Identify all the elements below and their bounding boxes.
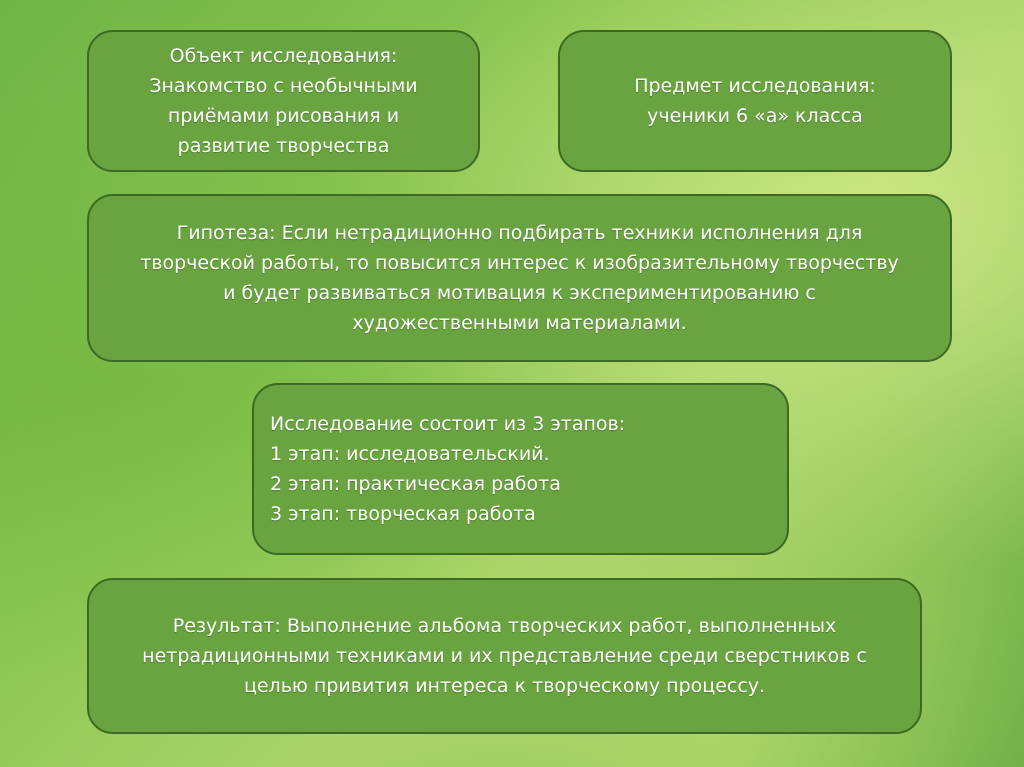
research-subject-box bbox=[558, 30, 952, 172]
research-stages-box bbox=[252, 383, 789, 555]
research-object-box bbox=[87, 30, 480, 172]
hypothesis-text: Гипотеза: Если нетрадиционно подбирать техники исполнения для творческой работы, то повысится интерес к изобразительному творчеству и будет развиваться мотивация к экспериментированию с художественными материалами. bbox=[140, 222, 899, 334]
result-text: Результат: Выполнение альбома творческих работ, выполненных нетрадиционными техниками и их представление среди сверстников с целью привития интереса к творческому процессу. bbox=[142, 615, 867, 697]
research-subject-text: Предмет исследования: ученики 6 «а» класса bbox=[634, 75, 876, 127]
result-box bbox=[87, 578, 922, 734]
research-object-text: Объект исследования: Знакомство с необычными приёмами рисования и развитие творчества bbox=[149, 45, 418, 157]
research-stages-text: Исследование состоит из 3 этапов: 1 этап: исследовательский. 2 этап: практическая работа 3 этап: творческая работа bbox=[270, 413, 626, 525]
hypothesis-box bbox=[87, 194, 952, 362]
